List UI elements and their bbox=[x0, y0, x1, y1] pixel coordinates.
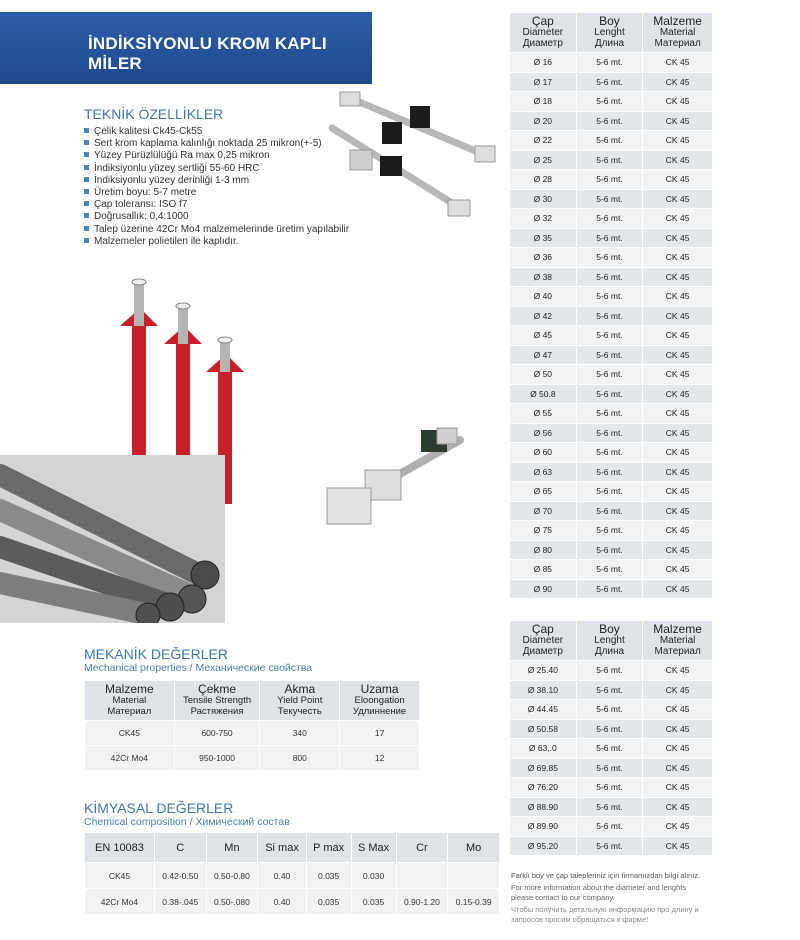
table-cell: 5-6 mt. bbox=[576, 287, 643, 307]
table-cell: 5-6 mt. bbox=[576, 228, 643, 248]
table-cell: 5-6 mt. bbox=[576, 758, 643, 778]
table-cell: Ø 16 bbox=[510, 53, 577, 73]
table-cell: 5-6 mt. bbox=[576, 797, 643, 817]
table-row bbox=[510, 501, 713, 521]
table-cell: CK 45 bbox=[643, 72, 713, 92]
table-cell: CK 45 bbox=[643, 501, 713, 521]
table-cell bbox=[396, 863, 448, 889]
table-row bbox=[510, 778, 713, 798]
table-row bbox=[85, 721, 420, 746]
table-row bbox=[510, 462, 713, 482]
table-row bbox=[510, 267, 713, 287]
shaft-support-image bbox=[325, 420, 475, 530]
table-row bbox=[510, 209, 713, 229]
table-cell: 0.15-0.39 bbox=[448, 889, 500, 915]
table-row bbox=[510, 700, 713, 720]
table-cell: Ø 22 bbox=[510, 131, 577, 151]
table-cell: Ø 60 bbox=[510, 443, 577, 463]
chem-subheading: Chemical composition / Химический состав bbox=[84, 816, 290, 828]
table-cell: Ø 35 bbox=[510, 228, 577, 248]
table-cell: 12 bbox=[340, 746, 420, 771]
table-cell: Ø 90 bbox=[510, 579, 577, 599]
col-header-length: Boy Lenght Длина bbox=[576, 13, 643, 53]
chemical-table-body bbox=[85, 863, 500, 915]
chrome-bars-image bbox=[0, 455, 225, 623]
table-cell: 5-6 mt. bbox=[576, 560, 643, 580]
mechanical-table-body bbox=[85, 721, 420, 771]
size-table-1 bbox=[509, 12, 713, 599]
table-cell: 5-6 mt. bbox=[576, 72, 643, 92]
table-cell: Ø 50 bbox=[510, 365, 577, 385]
table-row bbox=[510, 404, 713, 424]
table-cell: 17 bbox=[340, 721, 420, 746]
table-cell: 5-6 mt. bbox=[576, 521, 643, 541]
table-cell: CK 45 bbox=[643, 423, 713, 443]
footer-note-en: For more information about the diameter and lenghts please contact to our company. bbox=[511, 883, 687, 902]
table-cell: CK 45 bbox=[643, 92, 713, 112]
table-cell: 5-6 mt. bbox=[576, 365, 643, 385]
feature-item: Üretim boyu: 5-7 metre bbox=[84, 187, 349, 199]
table-cell: 5-6 mt. bbox=[576, 680, 643, 700]
table-cell: CK 45 bbox=[643, 719, 713, 739]
table-cell: 5-6 mt. bbox=[576, 267, 643, 287]
table-cell: Ø 89.90 bbox=[510, 817, 577, 837]
table-header-cell: S Max bbox=[351, 833, 396, 863]
table-cell: Ø 20 bbox=[510, 111, 577, 131]
table-cell: CK 45 bbox=[643, 287, 713, 307]
table-row bbox=[510, 365, 713, 385]
table-cell: Ø 32 bbox=[510, 209, 577, 229]
table-row bbox=[510, 170, 713, 190]
table-header-cell: P max bbox=[306, 833, 351, 863]
table-cell: CK 45 bbox=[643, 53, 713, 73]
mech-heading: MEKANİK DEĞERLER bbox=[84, 646, 228, 662]
table-cell: 600-750 bbox=[174, 721, 260, 746]
feature-item: Malzemeler polietilen ile kaplıdır. bbox=[84, 236, 349, 248]
mech-col-elongation: Uzama Eloongation Удлиннение bbox=[340, 681, 420, 721]
table-cell: CK 45 bbox=[643, 680, 713, 700]
table-cell: CK 45 bbox=[643, 521, 713, 541]
table-cell bbox=[448, 863, 500, 889]
table-cell: 5-6 mt. bbox=[576, 189, 643, 209]
col-header-diameter: Çap Diameter Диаметр bbox=[510, 621, 577, 661]
table-cell: 0.035 bbox=[306, 863, 351, 889]
table-cell: Ø 38 bbox=[510, 267, 577, 287]
table-cell: Ø 50.8 bbox=[510, 384, 577, 404]
table-row bbox=[510, 521, 713, 541]
table-cell: 0.42-0.50 bbox=[154, 863, 206, 889]
table-cell: 5-6 mt. bbox=[576, 700, 643, 720]
table-cell: 800 bbox=[260, 746, 340, 771]
table-cell: CK 45 bbox=[643, 150, 713, 170]
table-cell: 5-6 mt. bbox=[576, 817, 643, 837]
table-row bbox=[510, 228, 713, 248]
col-header-diameter: Çap Diameter Диаметр bbox=[510, 13, 577, 53]
table-row bbox=[510, 287, 713, 307]
table-cell: CK 45 bbox=[643, 836, 713, 856]
mech-col-yield: Akma Yield Point Текучесть bbox=[260, 681, 340, 721]
title-banner bbox=[0, 12, 372, 84]
table-row bbox=[510, 680, 713, 700]
table-cell: 5-6 mt. bbox=[576, 384, 643, 404]
table-cell: CK 45 bbox=[643, 384, 713, 404]
col-header-material: Malzeme Material Материал bbox=[643, 13, 713, 53]
table-cell: Ø 25 bbox=[510, 150, 577, 170]
table-cell: CK 45 bbox=[643, 739, 713, 759]
table-header-cell: EN 10083 bbox=[85, 833, 155, 863]
table-cell: CK 45 bbox=[643, 248, 713, 268]
chemical-table bbox=[84, 832, 500, 915]
table-row bbox=[510, 758, 713, 778]
table-cell: 0.40 bbox=[258, 889, 306, 915]
table-cell: Ø 17 bbox=[510, 72, 577, 92]
page-title: İNDİKSİYONLU KROM KAPLI MİLER bbox=[88, 34, 327, 73]
table-cell: 0.035 bbox=[351, 889, 396, 915]
table-row bbox=[510, 111, 713, 131]
mech-col-material: Malzeme Material Материал bbox=[85, 681, 175, 721]
size-table-2 bbox=[509, 620, 713, 856]
table-cell: 5-6 mt. bbox=[576, 739, 643, 759]
table-cell: CK 45 bbox=[643, 111, 713, 131]
table-row bbox=[510, 579, 713, 599]
table-cell: 5-6 mt. bbox=[576, 719, 643, 739]
table-cell: Ø 36 bbox=[510, 248, 577, 268]
table-cell: 5-6 mt. bbox=[576, 836, 643, 856]
table-cell: CK 45 bbox=[643, 170, 713, 190]
table-row bbox=[510, 150, 713, 170]
table-cell: CK45 bbox=[85, 721, 175, 746]
table-cell: 5-6 mt. bbox=[576, 423, 643, 443]
table-cell: Ø 38.10 bbox=[510, 680, 577, 700]
table-cell: CK 45 bbox=[643, 209, 713, 229]
table-cell: 5-6 mt. bbox=[576, 540, 643, 560]
table-cell: Ø 30 bbox=[510, 189, 577, 209]
col-header-material: Malzeme Material Материал bbox=[643, 621, 713, 661]
table-row bbox=[510, 306, 713, 326]
table-cell: Ø 63 bbox=[510, 462, 577, 482]
table-cell: 5-6 mt. bbox=[576, 131, 643, 151]
table-cell: 42Cr Mo4 bbox=[85, 889, 155, 915]
table-cell: Ø 63,.0 bbox=[510, 739, 577, 759]
table-cell: CK 45 bbox=[643, 700, 713, 720]
table-cell: 950-1000 bbox=[174, 746, 260, 771]
table-cell: 5-6 mt. bbox=[576, 326, 643, 346]
table-row bbox=[85, 746, 420, 771]
table-cell: Ø 40 bbox=[510, 287, 577, 307]
feature-item: Çelik kalitesi Ck45-Ck55 bbox=[84, 126, 349, 138]
table-cell: 5-6 mt. bbox=[576, 579, 643, 599]
table-cell: 5-6 mt. bbox=[576, 404, 643, 424]
table-row bbox=[510, 739, 713, 759]
table-row bbox=[510, 797, 713, 817]
table-row bbox=[510, 384, 713, 404]
table-cell: CK 45 bbox=[643, 189, 713, 209]
table-cell: 340 bbox=[260, 721, 340, 746]
table-cell: 5-6 mt. bbox=[576, 248, 643, 268]
table-cell: CK 45 bbox=[643, 404, 713, 424]
table-cell: CK 45 bbox=[643, 131, 713, 151]
table-row bbox=[510, 326, 713, 346]
table-cell: 0.38-.045 bbox=[154, 889, 206, 915]
table-cell: CK 45 bbox=[643, 579, 713, 599]
table-cell: CK 45 bbox=[643, 797, 713, 817]
table-cell: 5-6 mt. bbox=[576, 482, 643, 502]
table-cell: 5-6 mt. bbox=[576, 111, 643, 131]
table-cell: Ø 44.45 bbox=[510, 700, 577, 720]
table-row bbox=[510, 540, 713, 560]
table-cell: CK 45 bbox=[643, 326, 713, 346]
feature-item: Yüzey Pürüzlülüğü Ra max 0,25 mikron bbox=[84, 150, 349, 162]
table-cell: 5-6 mt. bbox=[576, 443, 643, 463]
table-cell: CK 45 bbox=[643, 228, 713, 248]
table-cell: 0.030 bbox=[351, 863, 396, 889]
table-row bbox=[510, 423, 713, 443]
table-row bbox=[510, 248, 713, 268]
table-row bbox=[510, 817, 713, 837]
table-cell: 5-6 mt. bbox=[576, 345, 643, 365]
table-cell: CK45 bbox=[85, 863, 155, 889]
table-cell: Ø 25.40 bbox=[510, 661, 577, 681]
table-cell: 5-6 mt. bbox=[576, 209, 643, 229]
table-row bbox=[510, 719, 713, 739]
feature-item: Sert krom kaplama kalınlığı noktada 25 mikron(+-5) bbox=[84, 138, 349, 150]
table-cell: 42Cr Mo4 bbox=[85, 746, 175, 771]
table-cell: 0.50-0.80 bbox=[206, 863, 258, 889]
table-row bbox=[510, 131, 713, 151]
table-header-cell: Si max bbox=[258, 833, 306, 863]
table-cell: 5-6 mt. bbox=[576, 170, 643, 190]
table-cell: CK 45 bbox=[643, 817, 713, 837]
table-cell: CK 45 bbox=[643, 560, 713, 580]
feature-item: Doğrusallık: 0,4:1000 bbox=[84, 211, 349, 223]
table-header-cell: Cr bbox=[396, 833, 448, 863]
tech-heading: TEKNİK ÖZELLİKLER bbox=[84, 106, 224, 122]
table-row bbox=[510, 482, 713, 502]
table-cell: 5-6 mt. bbox=[576, 92, 643, 112]
table-row bbox=[510, 836, 713, 856]
table-row bbox=[510, 72, 713, 92]
table-cell: Ø 50.58 bbox=[510, 719, 577, 739]
table-cell: Ø 88.90 bbox=[510, 797, 577, 817]
table-cell: 5-6 mt. bbox=[576, 306, 643, 326]
table-row bbox=[510, 189, 713, 209]
table-row bbox=[85, 889, 500, 915]
table-cell: CK 45 bbox=[643, 267, 713, 287]
table-cell: Ø 45 bbox=[510, 326, 577, 346]
table-cell: CK 45 bbox=[643, 778, 713, 798]
mech-subheading: Mechanical properties / Механические свойства bbox=[84, 662, 313, 674]
table-cell: Ø 70 bbox=[510, 501, 577, 521]
feature-item: Talep üzerine 42Cr Mo4 malzemelerinde üretim yapılabilir bbox=[84, 224, 349, 236]
table-row bbox=[510, 345, 713, 365]
table-cell: 5-6 mt. bbox=[576, 53, 643, 73]
table-cell: 5-6 mt. bbox=[576, 462, 643, 482]
feature-item: İndiksiyonlu yüzey derinliği 1-3 mm bbox=[84, 175, 349, 187]
table-row bbox=[510, 661, 713, 681]
table-cell: CK 45 bbox=[643, 462, 713, 482]
table-cell: 5-6 mt. bbox=[576, 661, 643, 681]
table-cell: Ø 42 bbox=[510, 306, 577, 326]
table-row bbox=[510, 560, 713, 580]
mech-col-tensile: Çekme Tensile Strength Растяжения bbox=[174, 681, 260, 721]
size-table-1-body bbox=[510, 53, 713, 599]
table-cell: CK 45 bbox=[643, 758, 713, 778]
footer-note-ru: Чтобы получить детальную информацию про длину и запросов просим обращаться к фирме! bbox=[511, 905, 699, 924]
table-cell: Ø 75 bbox=[510, 521, 577, 541]
table-cell: Ø 76.20 bbox=[510, 778, 577, 798]
table-cell: Ø 95.20 bbox=[510, 836, 577, 856]
linear-shaft-assembly-image bbox=[320, 80, 500, 220]
table-cell: Ø 18 bbox=[510, 92, 577, 112]
chem-heading: KİMYASAL DEĞERLER bbox=[84, 800, 234, 816]
table-cell: 0.50-.080 bbox=[206, 889, 258, 915]
table-cell: 0.90-1.20 bbox=[396, 889, 448, 915]
table-cell: 0.40 bbox=[258, 863, 306, 889]
table-row bbox=[85, 863, 500, 889]
table-cell: CK 45 bbox=[643, 482, 713, 502]
table-cell: CK 45 bbox=[643, 661, 713, 681]
table-cell: Ø 47 bbox=[510, 345, 577, 365]
chem-header-row bbox=[85, 833, 500, 863]
feature-item: İndiksiyonlu yüzey sertliği 55-60 HRC bbox=[84, 163, 349, 175]
table-cell: Ø 56 bbox=[510, 423, 577, 443]
mechanical-table bbox=[84, 680, 420, 771]
table-cell: Ø 65 bbox=[510, 482, 577, 502]
table-row bbox=[510, 443, 713, 463]
table-cell: CK 45 bbox=[643, 540, 713, 560]
table-cell: 5-6 mt. bbox=[576, 501, 643, 521]
table-cell: Ø 55 bbox=[510, 404, 577, 424]
table-cell: Ø 69.85 bbox=[510, 758, 577, 778]
table-header-cell: Mo bbox=[448, 833, 500, 863]
table-row bbox=[510, 92, 713, 112]
table-cell: Ø 85 bbox=[510, 560, 577, 580]
size-table-2-body bbox=[510, 661, 713, 856]
col-header-length: Boy Lenght Длина bbox=[576, 621, 643, 661]
table-cell: CK 45 bbox=[643, 443, 713, 463]
tech-features-list bbox=[84, 126, 349, 248]
table-cell: 0.035 bbox=[306, 889, 351, 915]
table-cell: Ø 28 bbox=[510, 170, 577, 190]
table-cell: 5-6 mt. bbox=[576, 778, 643, 798]
table-cell: CK 45 bbox=[643, 306, 713, 326]
footer-note-tr: Farklı boy ve çap talepleriniz için firmamızdan bilgi alınız. bbox=[511, 871, 701, 880]
feature-item: Çap toleransı: ISO f7 bbox=[84, 199, 349, 211]
table-row bbox=[510, 53, 713, 73]
table-header-cell: Mn bbox=[206, 833, 258, 863]
table-cell: 5-6 mt. bbox=[576, 150, 643, 170]
table-cell: Ø 80 bbox=[510, 540, 577, 560]
table-cell: CK 45 bbox=[643, 345, 713, 365]
table-cell: CK 45 bbox=[643, 365, 713, 385]
table-header-cell: C bbox=[154, 833, 206, 863]
